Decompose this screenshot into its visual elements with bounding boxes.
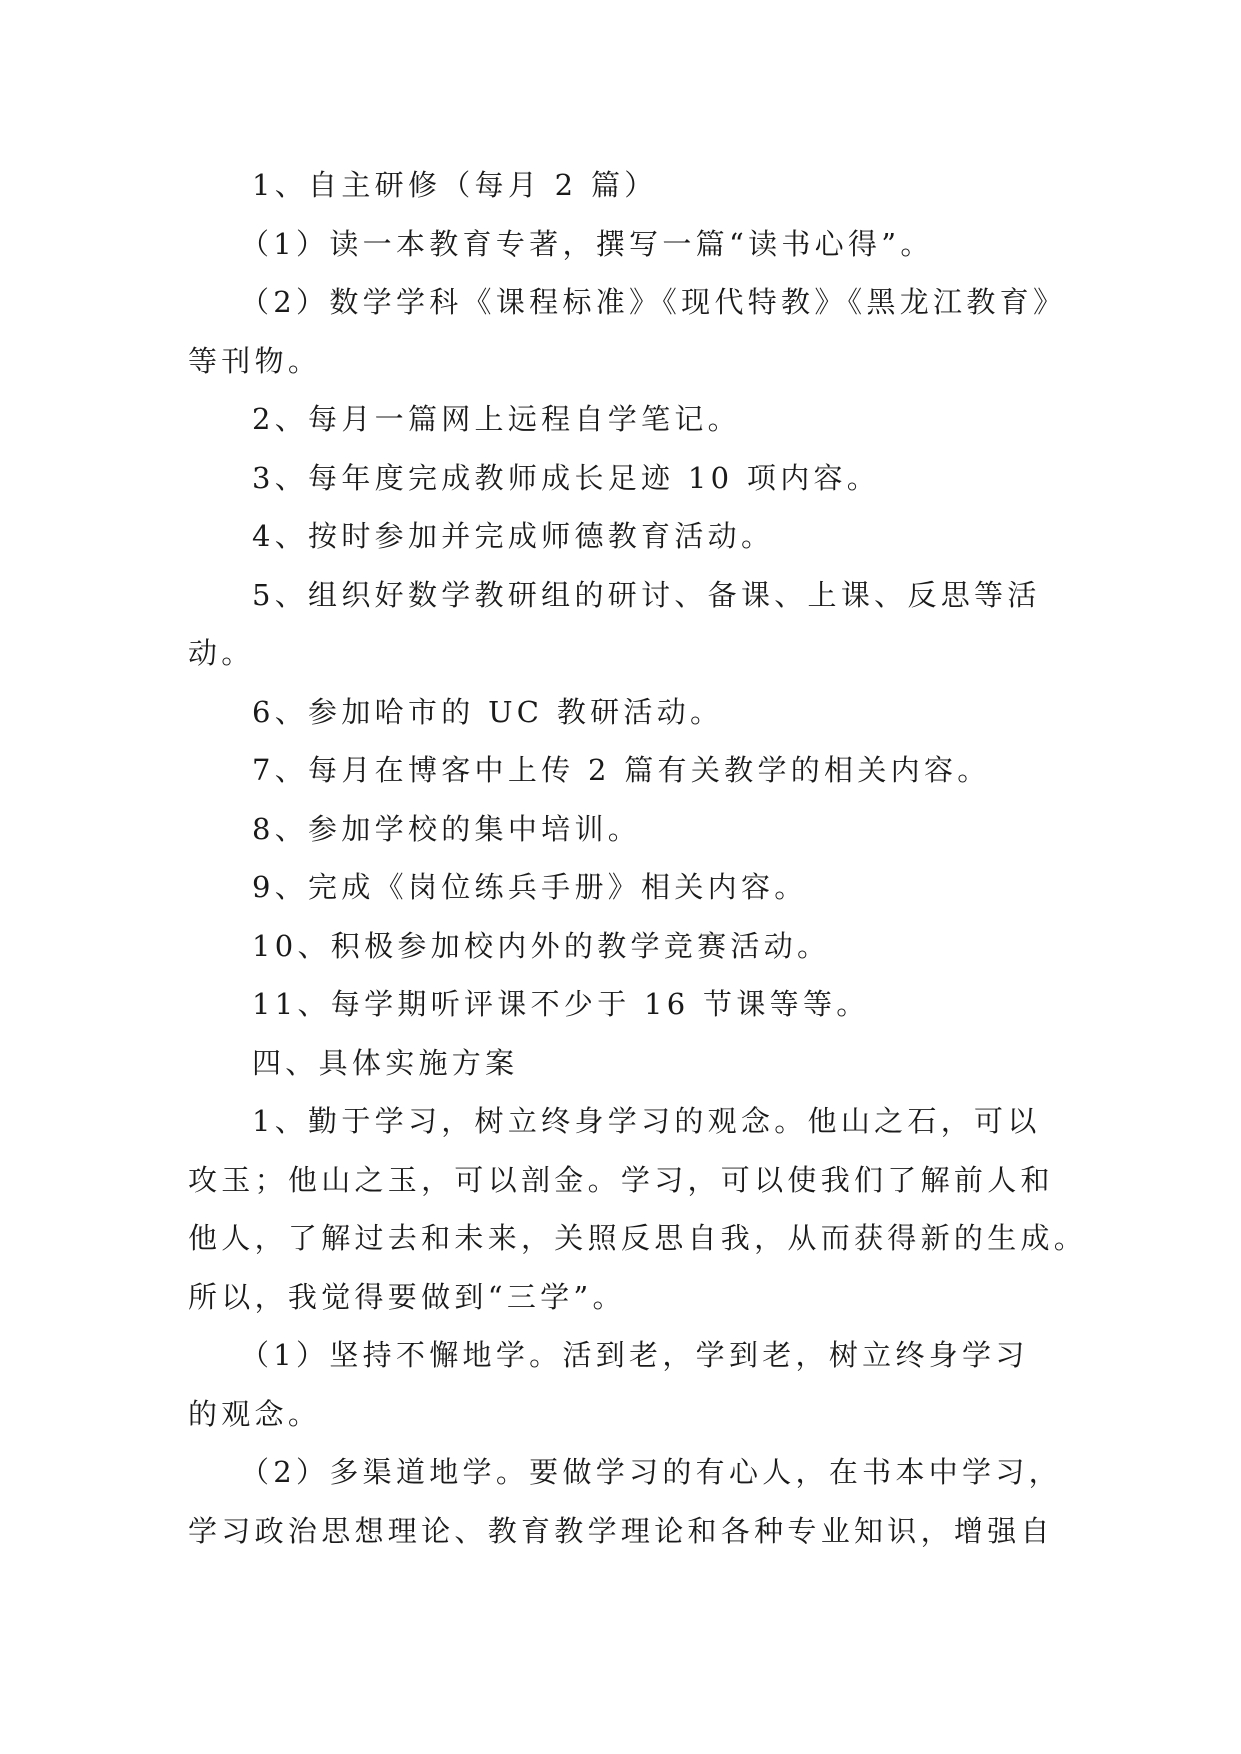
paragraph-line: 攻玉；他山之玉，可以剖金。学习，可以使我们了解前人和 <box>188 1162 1054 1197</box>
paragraph-line: （2）多渠道地学。要做学习的有心人，在书本中学习， <box>240 1455 1062 1489</box>
paragraph-line: 1、勤于学习，树立终身学习的观念。他山之石，可以 <box>252 1104 1041 1138</box>
paragraph-line: （2）数学学科《课程标准》《现代特教》《黑龙江教育》 <box>240 285 1067 319</box>
paragraph-line: 1、自主研修（每月 2 篇） <box>252 168 658 202</box>
section-heading: 四、具体实施方案 <box>252 1045 519 1080</box>
paragraph-line: 11、每学期听评课不少于 16 节课等等。 <box>252 987 870 1021</box>
paragraph-line: 8、参加学校的集中培训。 <box>252 811 642 846</box>
paragraph-line: 等刊物。 <box>188 343 322 378</box>
paragraph-line: 6、参加哈市的 UC 教研活动。 <box>252 694 724 729</box>
paragraph-line: 4、按时参加并完成师德教育活动。 <box>252 519 775 553</box>
paragraph-line: 2、每月一篇网上远程自学笔记。 <box>252 402 741 436</box>
paragraph-line: 9、完成《岗位练兵手册》相关内容。 <box>252 870 808 904</box>
paragraph-line: 7、每月在博客中上传 2 篇有关教学的相关内容。 <box>252 753 991 787</box>
paragraph-line: （1）坚持不懈地学。活到老，学到老，树立终身学习 <box>240 1338 1029 1372</box>
paragraph-line: 3、每年度完成教师成长足迹 10 项内容。 <box>252 460 881 495</box>
paragraph-line: 动。 <box>188 636 255 670</box>
paragraph-line: 的观念。 <box>188 1396 322 1431</box>
paragraph-line: （1）读一本教育专著，撰写一篇“读书心得”。 <box>240 226 934 261</box>
document-body <box>188 156 1088 1560</box>
paragraph-line: 10、积极参加校内外的教学竞赛活动。 <box>252 928 831 963</box>
paragraph-line: 所以，我觉得要做到“三学”。 <box>188 1279 626 1314</box>
paragraph-line: 学习政治思想理论、教育教学理论和各种专业知识，增强自 <box>188 1513 1054 1548</box>
paragraph-line: 5、组织好数学教研组的研讨、备课、上课、反思等活 <box>252 577 1041 612</box>
paragraph-line: 他人，了解过去和未来，关照反思自我，从而获得新的生成。 <box>188 1221 1088 1255</box>
